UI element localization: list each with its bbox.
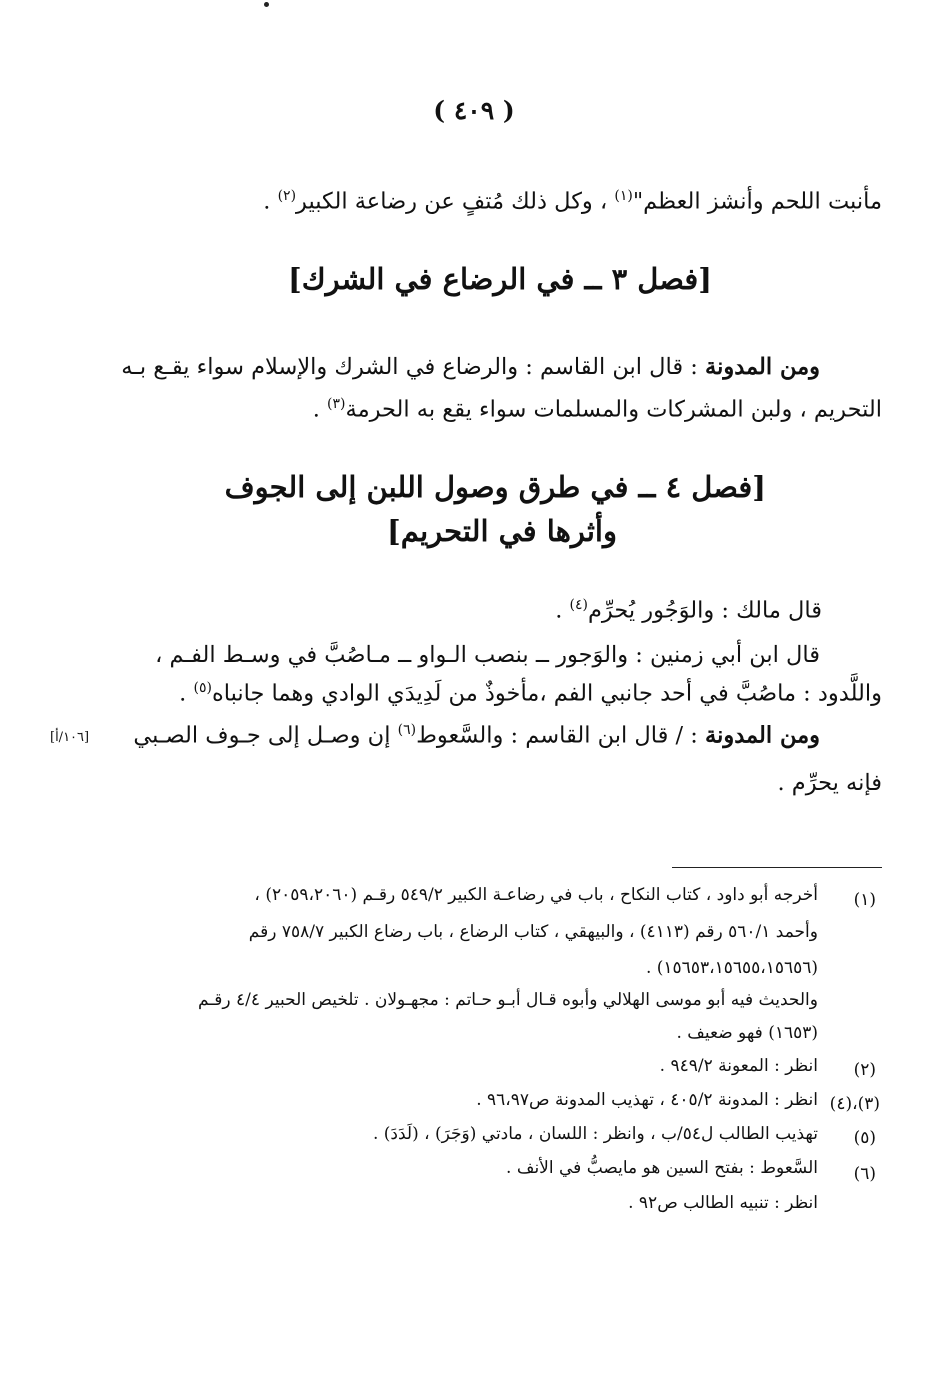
intro-text-2: ، وكل ذلك مُتفٍ عن رضاعة الكبير (296, 188, 615, 215)
para4-text1: قال مالك : والوَجُور يُحرِّم (588, 597, 822, 624)
footnote-ref-3[interactable]: (٣) (327, 396, 346, 412)
footnote-number-1: (١) (853, 890, 876, 910)
para4-text3: واللَّدود : ماصُبَّ في أحد جانبي الفم ،مأخوذٌ من لَدِيدَي الوادي وهما جانباه (211, 680, 882, 707)
footnote-number-6: (٦) (853, 1164, 876, 1184)
source-label-2: ومن المدونة (705, 722, 820, 749)
footnote-2: انظر : المعونة ٩٤٩/٢ . (659, 1056, 818, 1076)
footnote-ref-6[interactable]: (٦) (397, 722, 417, 738)
footnote-1-line1: أخرجه أبو داود ، كتاب النكاح ، باب في رضاعـة الكبير ٥٤٩/٢ رقـم (٢٠٥٩،٢٠٦٠) ، (254, 885, 818, 905)
para4-line5: فإنه يحرِّم . (777, 770, 882, 796)
page-number: ( ٤٠٩ ) (433, 96, 515, 125)
footnote-ref-2[interactable]: (٢) (277, 188, 297, 204)
footnote-ref-4[interactable]: (٤) (569, 597, 588, 613)
footnote-ref-5[interactable]: (٥) (193, 680, 212, 696)
footnote-1-line5: (١٦٥٣) فهو ضعيف . (676, 1023, 818, 1043)
section-heading-3: [فصل ٣ ــ في الرضاع في الشرك] (288, 262, 712, 296)
para3-text2-end: . (312, 396, 328, 423)
para4-text3-end: . (179, 680, 194, 707)
footnote-1-line2: وأحمد ٥٦٠/١ رقم (٤١١٣) ، والبيهقي ، كتاب الرضاع ، باب رضاع الكبير ٧٥٨/٧ رقم (248, 922, 818, 942)
source-label: ومن المدونة (705, 354, 820, 380)
para4-text4-end: إن وصـل إلى جـوف الصـبي (133, 722, 398, 749)
footnote-number-2: (٢) (853, 1060, 876, 1080)
para4-text4: : / قال ابن القاسم : والسَّعوط (416, 722, 705, 749)
margin-folio-reference: [١٠٦/أ] (50, 730, 90, 745)
footnote-6-line2: انظر : تنبيه الطالب ص٩٢ . (628, 1193, 818, 1213)
footnote-5: تهذيب الطالب ل٥٤/ب ، وانظر : اللسان ، مادتي (وَجَرَ) ، (لَدَدَ) . (372, 1124, 818, 1144)
footnote-1-line4: والحديث فيه أبو موسى الهلالي وأبوه قـال أبـو حـاتم : مجهـولان . تلخيص الحبير ٤/٤ رقـم (198, 990, 818, 1010)
footnote-number-3-4: (٣)،(٤) (829, 1094, 880, 1114)
section-heading-4-line1: [فصل ٤ ــ في طرق وصول اللبن إلى الجوف (224, 470, 766, 504)
para4-line2: قال ابن أبي زمنين : والوَجور ــ بنصب الـواو ــ مـاصُبَّ في وسـط الفـم ، (155, 642, 820, 668)
intro-line (263, 188, 882, 215)
footnote-number-5: (٥) (853, 1128, 876, 1148)
intro-text: مأنبت اللحم وأنشز العظم" (632, 188, 882, 215)
footnote-3-4: انظر : المدونة ٤٠٥/٢ ، تهذيب المدونة ص٩٦،٩٧ . (476, 1090, 818, 1110)
intro-text-3: . (263, 188, 278, 215)
para3-line1 (121, 354, 820, 380)
para4-line3 (179, 680, 882, 707)
footnote-1-line3: (١٥٦٥٣،١٥٦٥٥،١٥٦٥٦) . (645, 958, 818, 978)
footnote-6-line1: السَّعوط : بفتح السين هو مايصبُّ في الأنف . (506, 1158, 818, 1178)
footnote-divider (672, 867, 882, 868)
para4-text1-end: . (555, 597, 570, 624)
para4-line1 (555, 597, 822, 624)
para3-line2 (313, 396, 882, 423)
footnote-ref-1[interactable]: (١) (614, 188, 633, 204)
section-heading-4-line2: وأثرها في التحريم] (387, 514, 617, 548)
scan-speck (264, 2, 269, 7)
para4-line4 (133, 722, 820, 749)
para3-text1: : قال ابن القاسم : والرضاع في الشرك والإسلام سواء يقـع بـه (121, 354, 705, 380)
para3-text2: التحريم ، ولبن المشركات والمسلمات سواء يقع به الحرمة (345, 396, 882, 423)
